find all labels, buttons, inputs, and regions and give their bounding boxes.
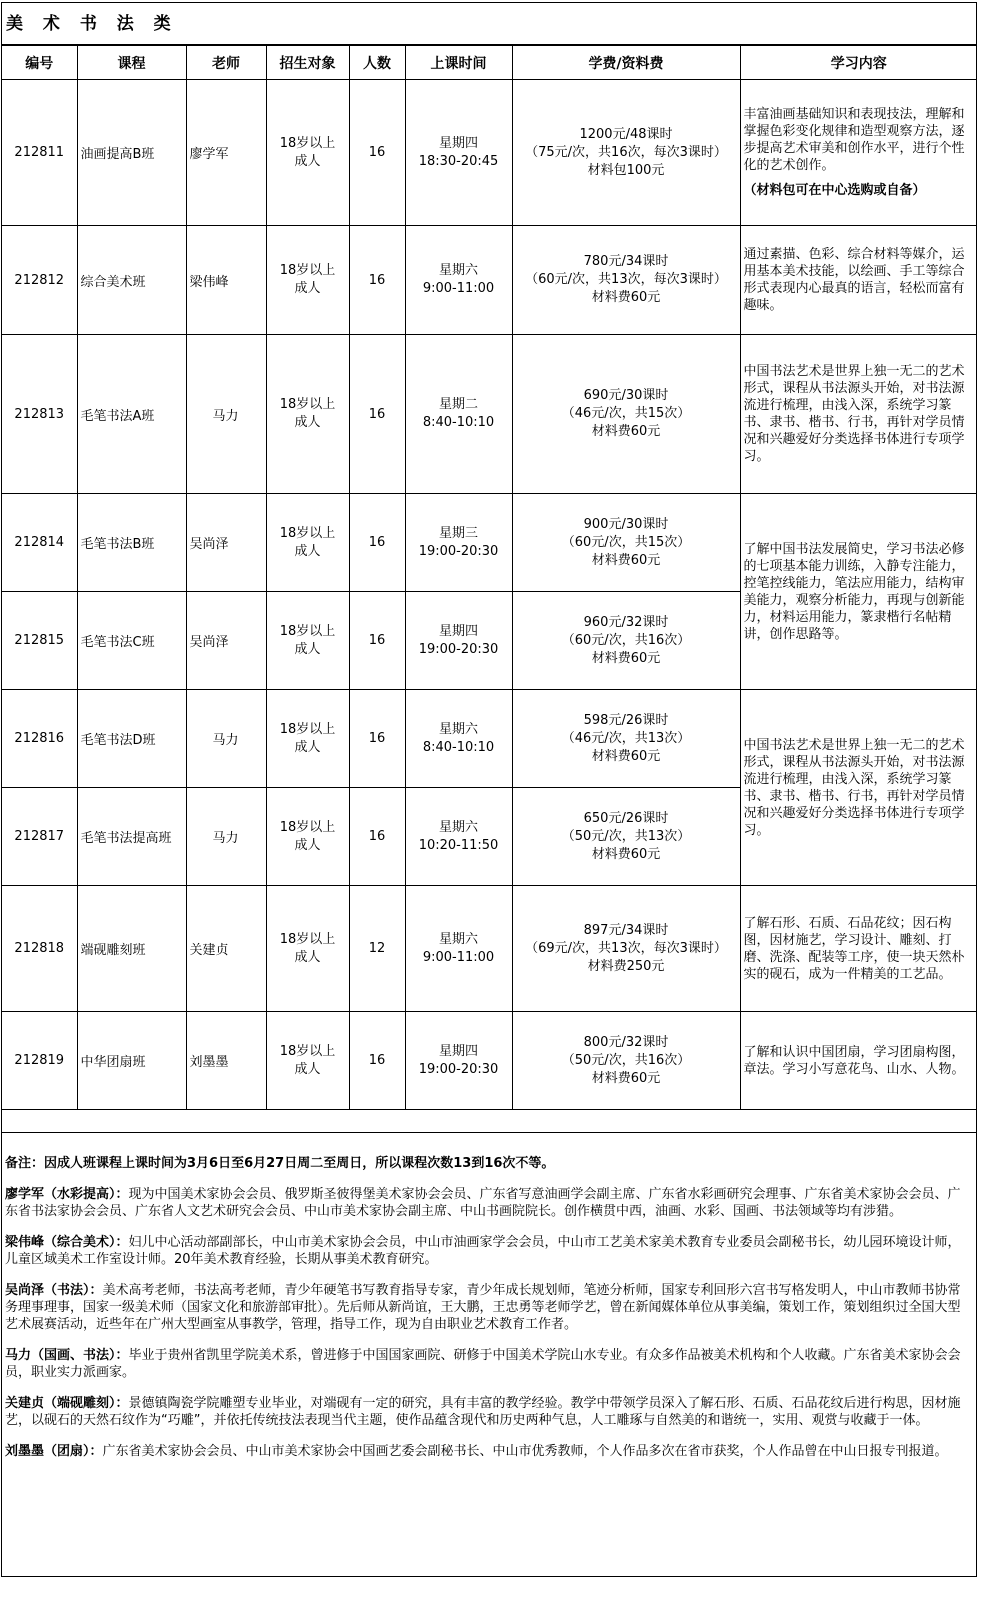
- material-note: （材料包可在中心选购或自备）: [743, 183, 926, 198]
- course-name: 毛笔书法D班: [77, 690, 186, 788]
- teacher-bio: [5, 1234, 973, 1268]
- header-id: 编号: [2, 46, 77, 80]
- teacher-bio: [5, 1186, 973, 1220]
- bio-text: 美术高考老师，书法高考老师，青少年硬笔书写教育指导专家，青少年成长规划师，笔迹分析师，国家专利回形六宫书写格发明人，中山市教师书协常务理事理事，国家一级美术师（国家文化和旅游部审批）。先后师从新尚谊，王大鹏，王忠勇等老师学艺，曾在新闻媒体单位从事美编，策划工作，策划组织过全国大型艺术展赛活动，近些年在广州大型画室从事教学，管理，指导工作，现为自由职业艺术教育工作者。: [5, 1283, 961, 1332]
- course-teacher: 吴尚泽: [186, 494, 266, 592]
- bio-name: 梁伟峰（综合美术）：: [5, 1235, 129, 1250]
- course-teacher: 刘墨墨: [186, 1012, 266, 1110]
- course-name: 毛笔书法C班: [77, 592, 186, 690]
- header-course: 课程: [77, 46, 186, 80]
- course-id: 212818: [2, 886, 77, 1012]
- course-content: 了解中国书法发展简史，学习书法必修的七项基本能力训练，入静专注能力，控笔控线能力，笔法应用能力，结构审美能力，观察分析能力，再现与创新能力，材料运用能力，篆隶楷行名帖精讲，创作思路等。: [740, 494, 977, 690]
- teacher-bio: [5, 1347, 973, 1381]
- course-content: 中国书法艺术是世界上独一无二的艺术形式，课程从书法源头开始，对书法源流进行梳理，由浅入深，系统学习篆书、隶书、楷书、行书，再针对学员情况和兴趣爱好分类选择书体进行专项学习。: [740, 690, 977, 886]
- course-time: 星期六 8:40-10:10: [405, 690, 512, 788]
- bio-text: 广东省美术家协会会员、中山市美术家协会中国画艺委会副秘书长、中山市优秀教师，个人作品多次在省市获奖，个人作品曾在中山日报专刊报道。: [102, 1444, 948, 1459]
- course-count: 16: [349, 335, 405, 494]
- table-row: [2, 494, 977, 592]
- course-teacher: 廖学军: [186, 80, 266, 226]
- course-fee: 1200元/48课时 （75元/次，共16次，每次3课时） 材料包100元: [512, 80, 740, 226]
- table-row: [2, 886, 977, 1012]
- table-row: [2, 1012, 977, 1110]
- course-name: 端砚雕刻班: [77, 886, 186, 1012]
- course-target: 18岁以上 成人: [266, 335, 349, 494]
- course-teacher: 关建贞: [186, 886, 266, 1012]
- course-teacher: 马力: [186, 335, 266, 494]
- table-row: [2, 690, 977, 788]
- course-content: 通过素描、色彩、综合材料等媒介，运用基本美术技能，以绘画、手工等综合形式表现内心最真的语言，轻松而富有趣味。: [740, 226, 977, 335]
- course-name: 油画提高B班: [77, 80, 186, 226]
- course-count: 12: [349, 886, 405, 1012]
- course-id: 212819: [2, 1012, 77, 1110]
- course-fee: 598元/26课时 （46元/次，共13次） 材料费60元: [512, 690, 740, 788]
- table-row: [2, 226, 977, 335]
- course-teacher: 马力: [186, 788, 266, 886]
- course-time: 星期六 9:00-11:00: [405, 226, 512, 335]
- course-target: 18岁以上 成人: [266, 1012, 349, 1110]
- course-time: 星期二 8:40-10:10: [405, 335, 512, 494]
- bio-name: 吴尚泽（书法）：: [5, 1283, 103, 1298]
- course-count: 16: [349, 1012, 405, 1110]
- course-name: 中华团扇班: [77, 1012, 186, 1110]
- course-fee: 800元/32课时 （50元/次，共16次） 材料费60元: [512, 1012, 740, 1110]
- course-id: 212814: [2, 494, 77, 592]
- course-count: 16: [349, 80, 405, 226]
- bio-text: 现为中国美术家协会会员、俄罗斯圣彼得堡美术家协会会员、广东省写意油画学会副主席、广东省水彩画研究会理事、广东省美术家协会会员、广东省书法家协会会员、广东省人文艺术研究会会员、中山市美术家协会副主席、中山书画院院长。创作横贯中西，油画、水彩、国画、书法领域等均有涉猎。: [5, 1187, 961, 1219]
- teacher-bio: [5, 1443, 973, 1460]
- section-title: 美 术 书 法 类: [2, 3, 976, 45]
- header-count: 人数: [349, 46, 405, 80]
- bio-name: 刘墨墨（团扇）：: [5, 1444, 103, 1459]
- course-time: 星期四 19:00-20:30: [405, 1012, 512, 1110]
- course-fee: 780元/34课时 （60元/次，共13次，每次3课时） 材料费60元: [512, 226, 740, 335]
- course-id: 212816: [2, 690, 77, 788]
- table-header-row: [2, 46, 977, 80]
- course-name: 毛笔书法B班: [77, 494, 186, 592]
- bio-name: 廖学军（水彩提高）：: [5, 1187, 129, 1202]
- course-time: 星期三 19:00-20:30: [405, 494, 512, 592]
- table-row: [2, 335, 977, 494]
- course-name: 毛笔书法A班: [77, 335, 186, 494]
- header-time: 上课时间: [405, 46, 512, 80]
- bio-text: 毕业于贵州省凯里学院美术系，曾进修于中国国家画院、研修于中国美术学院山水专业。有众多作品被美术机构和个人收藏。广东省美术家协会会员，职业实力派画家。: [5, 1348, 961, 1380]
- course-id: 212817: [2, 788, 77, 886]
- course-fee: 650元/26课时 （50元/次，共13次） 材料费60元: [512, 788, 740, 886]
- bio-name: 关建贞（端砚雕刻）：: [5, 1396, 129, 1411]
- course-teacher: 马力: [186, 690, 266, 788]
- course-count: 16: [349, 788, 405, 886]
- course-target: 18岁以上 成人: [266, 226, 349, 335]
- course-target: 18岁以上 成人: [266, 788, 349, 886]
- bio-text: 景德镇陶瓷学院雕塑专业毕业，对端砚有一定的研究，具有丰富的教学经验。教学中带领学员深入了解石形、石质、石品花纹后进行构思，因材施艺，以砚石的天然石纹作为“巧雕”，并依托传统技法表现当代主题，使作品蕴含现代和历史两种气息，人工雕琢与自然美的和谐统一，实用、观赏与收藏于一体。: [5, 1396, 961, 1428]
- course-target: 18岁以上 成人: [266, 592, 349, 690]
- course-time: 星期六 10:20-11:50: [405, 788, 512, 886]
- bio-name: 马力（国画、书法）：: [5, 1348, 129, 1363]
- course-target: 18岁以上 成人: [266, 494, 349, 592]
- bio-text: 妇儿中心活动部副部长，中山市美术家协会会员，中山市油画家学会会员，中山市工艺美术家美术教育专业委员会副秘书长，幼儿园环境设计师，儿童区域美术工作室设计师。20年美术教育经验，长期从事美术教育研究。: [5, 1235, 961, 1267]
- header-teacher: 老师: [186, 46, 266, 80]
- course-name: 毛笔书法提高班: [77, 788, 186, 886]
- course-name: 综合美术班: [77, 226, 186, 335]
- header-target: 招生对象: [266, 46, 349, 80]
- course-count: 16: [349, 226, 405, 335]
- course-target: 18岁以上 成人: [266, 690, 349, 788]
- course-time: 星期六 9:00-11:00: [405, 886, 512, 1012]
- course-content: 了解石形、石质、石品花纹；因石构图，因材施艺，学习设计、雕刻、打磨、洗涤、配装等工序，使一块天然朴实的砚石，成为一件精美的工艺品。: [740, 886, 977, 1012]
- course-fee: 900元/30课时 （60元/次，共15次） 材料费60元: [512, 494, 740, 592]
- header-fee: 学费/资料费: [512, 46, 740, 80]
- course-time: 星期四 18:30-20:45: [405, 80, 512, 226]
- notes-section: [2, 1155, 976, 1460]
- course-table: [2, 45, 977, 1133]
- course-count: 16: [349, 690, 405, 788]
- course-count: 16: [349, 494, 405, 592]
- course-id: 212813: [2, 335, 77, 494]
- course-content: 了解和认识中国团扇，学习团扇构图，章法。学习小写意花鸟、山水、人物。: [740, 1012, 977, 1110]
- course-target: 18岁以上 成人: [266, 886, 349, 1012]
- course-teacher: 吴尚泽: [186, 592, 266, 690]
- course-time: 星期四 19:00-20:30: [405, 592, 512, 690]
- remark-text: 备注：因成人班课程上课时间为3月6日至6月27日周二至周日，所以课程次数13到16次不等。: [5, 1156, 555, 1171]
- course-target: 18岁以上 成人: [266, 80, 349, 226]
- header-content: 学习内容: [740, 46, 977, 80]
- course-count: 16: [349, 592, 405, 690]
- course-sheet: [1, 2, 977, 1577]
- course-id: 212812: [2, 226, 77, 335]
- blank-row: [2, 1110, 977, 1133]
- teacher-bio: [5, 1395, 973, 1429]
- table-row: [2, 80, 977, 226]
- course-fee: 690元/30课时 （46元/次，共15次） 材料费60元: [512, 335, 740, 494]
- course-id: 212815: [2, 592, 77, 690]
- course-content: 丰富油画基础知识和表现技法，理解和掌握色彩变化规律和造型观察方法，逐步提高艺术审美和创作水平，进行个性化的艺术创作。 （材料包可在中心选购或自备）: [740, 80, 977, 226]
- course-teacher: 梁伟峰: [186, 226, 266, 335]
- course-fee: 897元/34课时 （69元/次，共13次，每次3课时） 材料费250元: [512, 886, 740, 1012]
- course-id: 212811: [2, 80, 77, 226]
- course-fee: 960元/32课时 （60元/次，共16次） 材料费60元: [512, 592, 740, 690]
- course-content: 中国书法艺术是世界上独一无二的艺术形式，课程从书法源头开始，对书法源流进行梳理，由浅入深，系统学习篆书、隶书、楷书、行书，再针对学员情况和兴趣爱好分类选择书体进行专项学习。: [740, 335, 977, 494]
- teacher-bio: [5, 1282, 973, 1333]
